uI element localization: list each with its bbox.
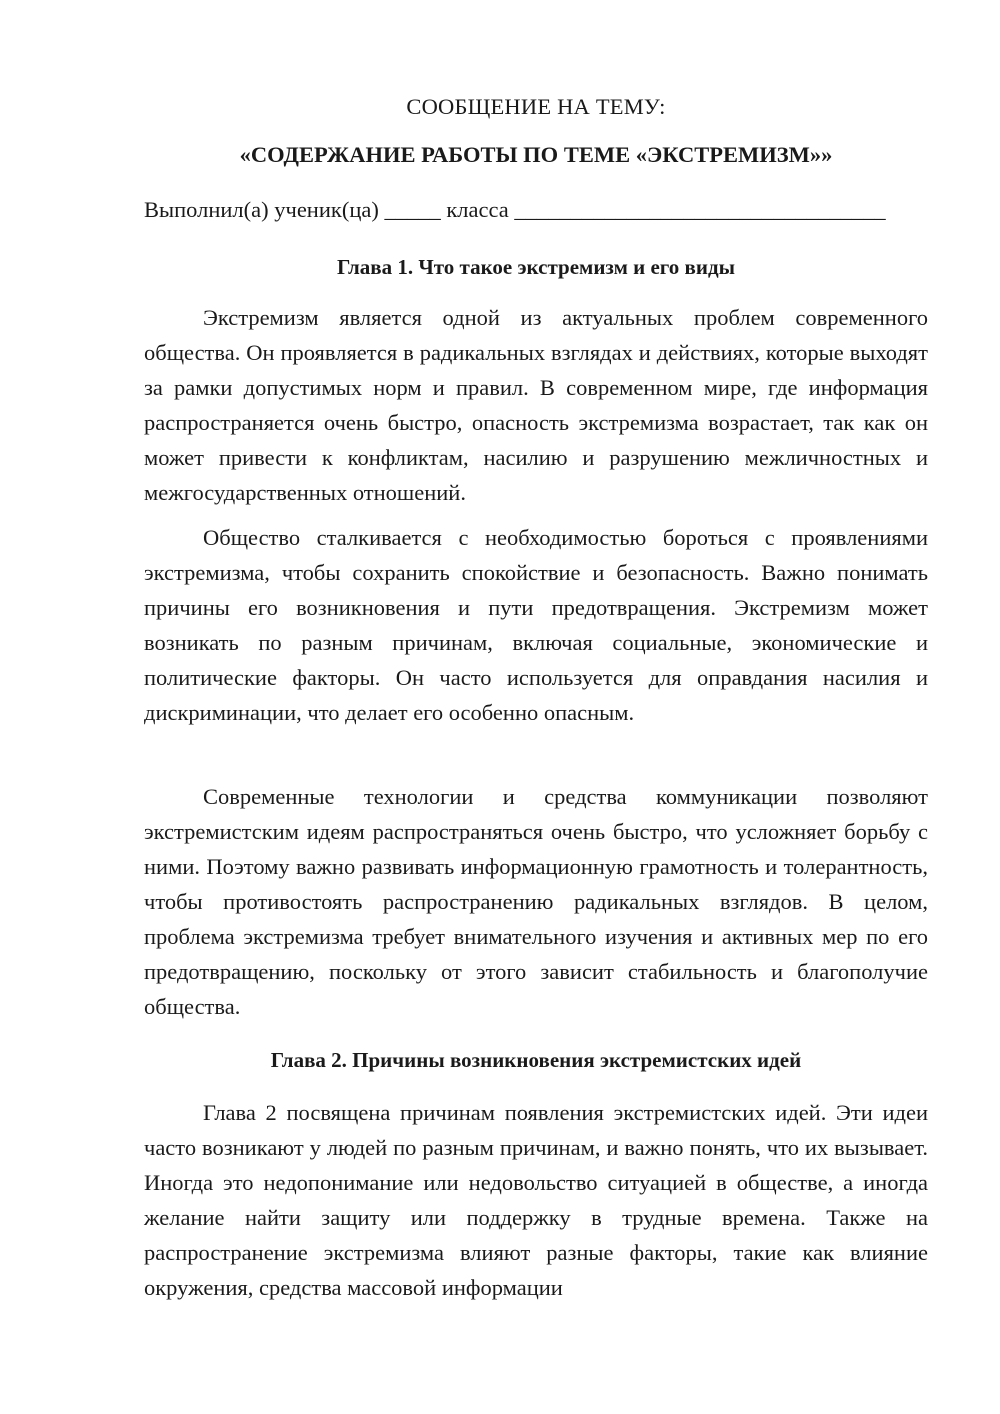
chapter1-paragraph-2: Общество сталкивается с необходимостью бороться с проявлениями экстремизма, чтобы сохранить спокойствие и безопасность. Важно понимать причины его возникновения и пути предотвращения. Экстремизм может возникать по разным причинам, включая социальные, экономические и политические факторы. Он часто используется для оправдания насилия и дискриминации, что делает его особенно опасным. xyxy=(144,525,928,725)
chapter2-paragraph-1: Глава 2 посвящена причинам появления экстремистских идей. Эти идеи часто возникают у людей по разным причинам, и важно понять, что их вызывает. Иногда это недопонимание или недовольство ситуацией в обществе, а иногда желание найти защиту или поддержку в трудные времена. Также на распространение экстремизма влияют разные факторы, такие как влияние окружения, средства массовой информации xyxy=(144,1100,928,1300)
chapter1-paragraph-3: Современные технологии и средства коммуникации позволяют экстремистским идеям распространяться очень быстро, что усложняет борьбу с ними. Поэтому важно развивать информационную грамотность и толерантность, чтобы противостоять распространению радикальных взглядов. В целом, проблема экстремизма требует внимательного изучения и активных мер по его предотвращению, поскольку от этого зависит стабильность и благополучие общества. xyxy=(144,784,928,1019)
chapter1-heading: Глава 1. Что такое экстремизм и его виды xyxy=(336,255,736,279)
chapter1-paragraph-1: Экстремизм является одной из актуальных проблем современного общества. Он проявляется в радикальных взглядах и действиях, которые выходят за рамки допустимых норм и правил. В современном мире, где информация распространяется очень быстро, опасность экстремизма возрастает, так как он может привести к конфликтам, насилию и разрушению межличностных и межгосударственных отношений. xyxy=(144,305,928,505)
author-line: Выполнил(а) ученик(ца) _____ класса _________________________________ xyxy=(144,197,886,222)
document-title-line1: СООБЩЕНИЕ НА ТЕМУ: xyxy=(406,94,666,119)
chapter2-heading: Глава 2. Причины возникновения экстремистских идей xyxy=(270,1048,802,1072)
document-title-line2: «СОДЕРЖАНИЕ РАБОТЫ ПО ТЕМЕ «ЭКСТРЕМИЗМ»» xyxy=(239,142,833,167)
